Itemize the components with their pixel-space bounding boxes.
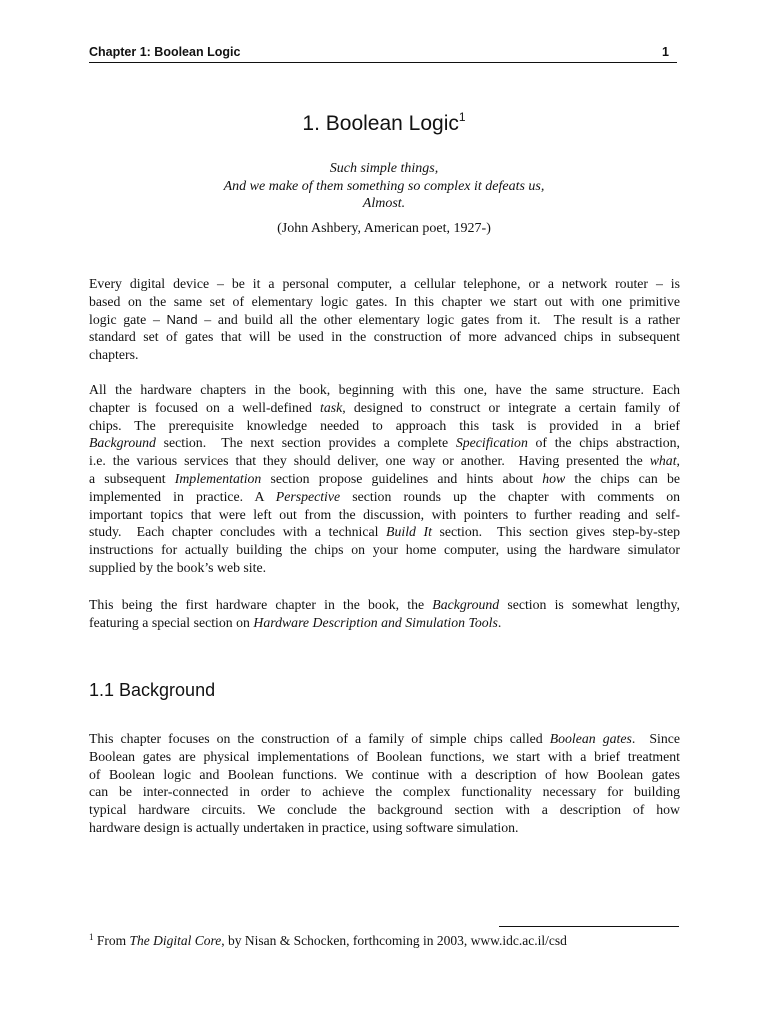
text-run: logic gate – bbox=[89, 311, 167, 327]
paragraph-structure bbox=[89, 381, 680, 577]
text-run: – and build all the other elementary logic gates from it. The result is a rather bbox=[197, 311, 680, 327]
text-run: a subsequent bbox=[89, 470, 175, 486]
paragraph-line bbox=[89, 311, 680, 329]
paragraph-line: typical hardware circuits. We conclude the background section with a description of how bbox=[89, 802, 680, 818]
header-page-number: 1 bbox=[662, 45, 669, 59]
italic-term: Boolean gates bbox=[549, 731, 632, 746]
footnote-mark: 1 bbox=[89, 932, 94, 942]
chapter-title-text: 1. Boolean Logic bbox=[302, 112, 459, 135]
text-run: of the chips abstraction, bbox=[527, 435, 681, 451]
italic-term: Implementation bbox=[174, 470, 262, 486]
paragraph-line: of Boolean logic and Boolean functions. We continue with a description of how Boolean gates bbox=[89, 766, 680, 782]
text-run: study. Each chapter concludes with a technical bbox=[89, 524, 387, 540]
paragraph-first-chapter bbox=[89, 596, 680, 632]
paragraph-line: supplied by the book’s web site. bbox=[89, 559, 267, 575]
text-run: , bbox=[676, 453, 680, 469]
paragraph-line bbox=[89, 452, 680, 470]
text-run: the chips can be bbox=[565, 470, 680, 486]
paragraph-line bbox=[89, 523, 680, 541]
italic-term: Build It bbox=[386, 524, 432, 540]
paragraph-line: chips. The prerequisite knowledge needed to approach this task is provided in a brief bbox=[89, 417, 680, 433]
paragraph-line: instructions for actually building the chips on your home computer, using the hardware simulator bbox=[89, 542, 680, 558]
paragraph-line bbox=[89, 470, 680, 488]
paragraph-line bbox=[89, 730, 680, 748]
code-term-nand: Nand bbox=[166, 311, 198, 327]
running-header bbox=[89, 44, 677, 63]
italic-term: task bbox=[320, 399, 343, 415]
chapter-title-footnote-mark[interactable]: 1 bbox=[458, 110, 466, 124]
italic-term: how bbox=[542, 470, 566, 486]
paragraph-line: Boolean gates are physical implementations of Boolean functions, we start with a brief treatment bbox=[89, 748, 680, 764]
paragraph-line bbox=[89, 614, 680, 632]
paragraph-line: Every digital device – be it a personal computer, a cellular telephone, or a network router – is bbox=[89, 276, 680, 291]
paragraph-line: chapters. bbox=[89, 347, 139, 363]
text-run: section rounds up the chapter with comments on bbox=[340, 488, 680, 504]
text-run: This chapter focuses on the construction of a family of simple chips called bbox=[89, 731, 550, 746]
text-run: From bbox=[93, 933, 130, 948]
text-run: section. This section gives step-by-step bbox=[431, 524, 680, 540]
paragraph-line bbox=[89, 399, 680, 417]
italic-term: Hardware Description and Simulation Tools bbox=[253, 614, 498, 630]
epigraph-attribution: (John Ashbery, American poet, 1927-) bbox=[277, 221, 491, 236]
paragraph-line: based on the same set of elementary logic gates. In this chapter we start out with one primitive bbox=[89, 293, 680, 309]
paragraph-line bbox=[89, 434, 680, 452]
epigraph-line: Such simple things, bbox=[329, 161, 439, 176]
text-run: . bbox=[497, 614, 502, 630]
header-chapter-title: Chapter 1: Boolean Logic bbox=[89, 45, 241, 59]
text-run: section propose guidelines and hints about bbox=[261, 470, 543, 486]
italic-term: Perspective bbox=[275, 488, 341, 504]
footnote-book-title: The Digital Core bbox=[129, 933, 222, 948]
text-run: . Since bbox=[631, 731, 681, 746]
paragraph-line: important topics that were left out from the discussion, with pointers to further reading and self- bbox=[89, 506, 680, 522]
paragraph-background bbox=[89, 730, 680, 837]
italic-term: what bbox=[649, 453, 677, 469]
paragraph-line bbox=[89, 596, 680, 614]
footnote bbox=[89, 932, 567, 949]
chapter-title bbox=[0, 110, 768, 136]
text-run: section. The next section provides a complete bbox=[155, 435, 456, 451]
paragraph-line: standard set of gates that will be used in the construction of more advanced chips in subsequent bbox=[89, 329, 680, 345]
text-run: , by Nisan & Schocken, forthcoming in 2003, www.idc.ac.il/csd bbox=[221, 933, 567, 948]
italic-term: Background bbox=[89, 435, 156, 451]
text-run: chapter is focused on a well-defined bbox=[89, 399, 321, 415]
footnote-divider bbox=[499, 926, 679, 927]
epigraph-line: And we make of them something so complex it defeats us, bbox=[223, 178, 545, 194]
italic-term: Background bbox=[432, 597, 500, 612]
paragraph-line bbox=[89, 488, 680, 506]
text-run: featuring a special section on bbox=[89, 614, 254, 630]
text-run: , designed to construct or integrate a certain family of bbox=[342, 399, 680, 415]
paragraph-intro bbox=[89, 275, 680, 364]
paragraph-line: can be inter-connected in order to achieve the complex functionality necessary for building bbox=[89, 784, 680, 800]
epigraph-line: Almost. bbox=[362, 196, 406, 211]
section-heading: 1.1 Background bbox=[89, 680, 216, 700]
text-run: This being the first hardware chapter in the book, the bbox=[89, 597, 433, 612]
italic-term: Specification bbox=[455, 435, 528, 451]
paragraph-line: hardware design is actually undertaken in practice, using software simulation. bbox=[89, 819, 519, 835]
epigraph bbox=[0, 160, 768, 213]
text-run: i.e. the various services that they should deliver, one way or another. Having presented the bbox=[89, 453, 650, 469]
text-run: implemented in practice. A bbox=[89, 488, 276, 504]
text-run: section is somewhat lengthy, bbox=[499, 597, 681, 612]
paragraph-line: All the hardware chapters in the book, beginning with this one, have the same structure. Each bbox=[89, 382, 680, 397]
